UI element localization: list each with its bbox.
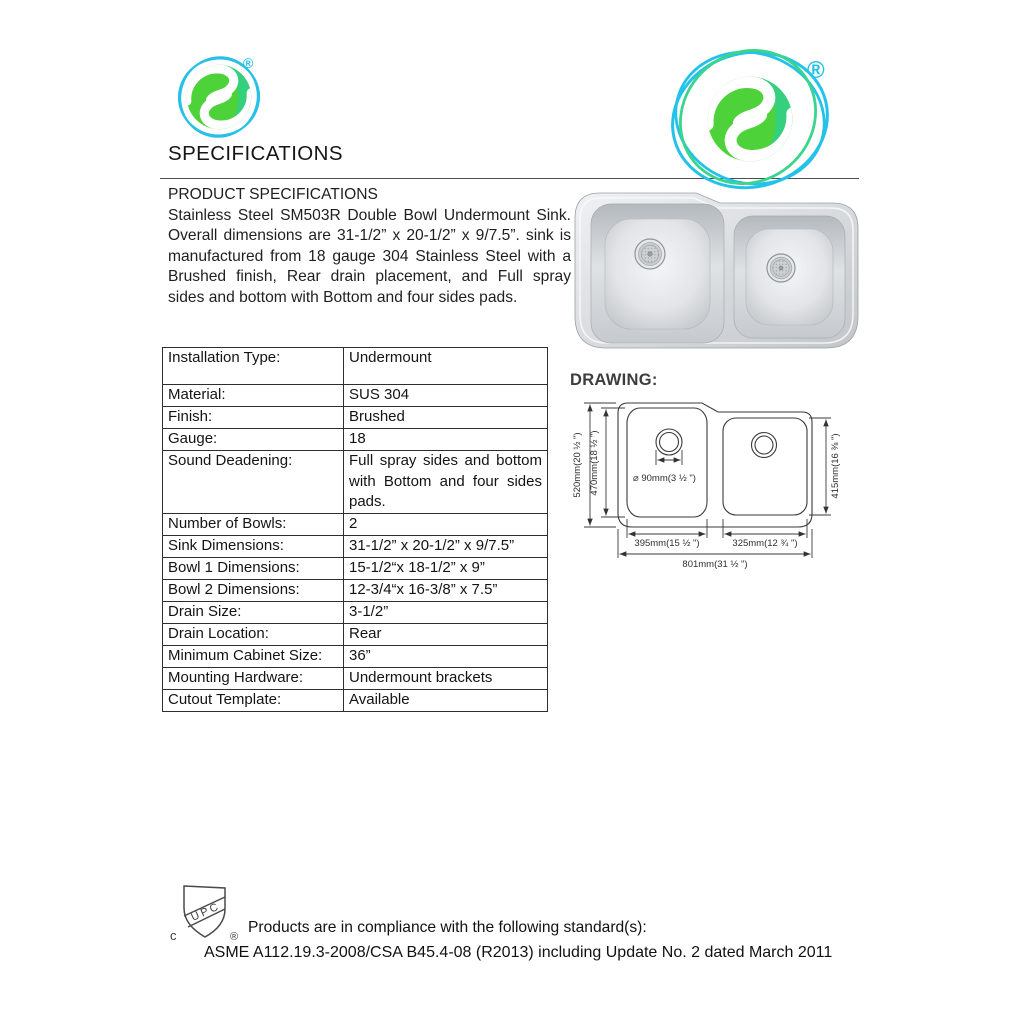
compliance-line2: ASME A112.19.3-2008/CSA B45.4-08 (R2013) including Update No. 2 dated March 2011 [204,944,833,961]
table-row [163,407,548,429]
spec-label: Minimum Cabinet Size: [163,645,344,667]
spec-label: Gauge: [163,429,344,451]
table-row [163,557,548,579]
spec-value: 36” [344,645,548,667]
upc-c-mark: c [170,928,177,943]
brand-logo-s-ball [708,77,793,162]
table-row [163,601,548,623]
spec-label: Sink Dimensions: [163,535,344,557]
spec-label: Bowl 1 Dimensions: [163,557,344,579]
product-section-title: PRODUCT SPECIFICATIONS [168,186,378,203]
spec-value: 18 [344,429,548,451]
spec-label: Sound Deadening: [163,451,344,514]
spec-value: 2 [344,513,548,535]
spec-value: Rear [344,623,548,645]
spec-value: Undermount [344,348,548,385]
spec-value: 31-1/2” x 20-1/2” x 9/7.5” [344,535,548,557]
spec-value: 15-1/2“x 18-1/2” x 9” [344,557,548,579]
product-photo-sink [570,186,862,352]
compliance-line1: Products are in compliance with the following standard(s): [248,919,647,936]
spec-value: Available [344,689,548,711]
spec-label: Drain Location: [163,623,344,645]
spec-label: Mounting Hardware: [163,667,344,689]
spec-label: Number of Bowls: [163,513,344,535]
spec-value: Full spray sides and bottom with Bottom and four sides pads. [344,451,548,514]
registered-trademark-large: ® [807,57,825,84]
brand-logo-s-ball [187,65,252,129]
page-title: SPECIFICATIONS [168,142,343,165]
spec-label: Installation Type: [163,348,344,385]
table-row [163,579,548,601]
table-row [163,429,548,451]
spec-table [162,347,548,712]
dim-bowl1-width: 395mm(15 ½ ") [634,538,700,549]
drain-right [767,254,795,282]
table-row [163,667,548,689]
table-row [163,645,548,667]
product-specifications-block [168,185,571,308]
spec-value: 3-1/2” [344,601,548,623]
dim-drain-diameter: ⌀ 90mm(3 ½ ") [633,473,696,484]
table-row [163,385,548,407]
spec-value: 12-3/4“x 16-3/8” x 7.5” [344,579,548,601]
drawing-bowl1 [627,408,707,517]
spec-label: Finish: [163,407,344,429]
registered-trademark-small: ® [243,55,254,71]
upc-shield-logo [168,876,248,944]
dim-bowl1-depth: 470mm(18 ½ ") [589,430,600,496]
table-row [163,689,548,711]
drain-left [635,239,665,269]
spec-value: Brushed [344,407,548,429]
table-row [163,451,548,514]
dim-bowl2-width: 325mm(12 ¾ ") [732,538,798,549]
spec-value: Undermount brackets [344,667,548,689]
spec-label: Cutout Template: [163,689,344,711]
product-description: Stainless Steel SM503R Double Bowl Undermount Sink. Overall dimensions are 31-1/2” x 20-1/2” x 9/7.5”. sink is manufactured from 18 gauge 304 Stainless Steel with a Brushed finish, Rear drain placement, and Full spray sides and bottom with Bottom and four sides pads. [168,206,571,306]
spec-label: Material: [163,385,344,407]
drawing-heading: DRAWING: [570,371,658,389]
spec-value: SUS 304 [344,385,548,407]
dim-bowl2-depth: 415mm(16 ⅜ ") [830,433,841,499]
dim-overall-width: 801mm(31 ½ ") [682,559,748,570]
drawing-sink-outline [618,403,812,527]
spec-label: Drain Size: [163,601,344,623]
brand-logo-small [160,40,280,146]
spec-label: Bowl 2 Dimensions: [163,579,344,601]
technical-drawing [560,386,870,588]
table-row [163,535,548,557]
table-row [163,513,548,535]
table-row [163,623,548,645]
table-row [163,348,548,385]
brand-logo-large [663,38,841,194]
dim-overall-depth: 520mm(20 ½ ") [572,432,583,498]
upc-shield-label: UPC [189,900,223,924]
upc-registered-mark: ® [230,931,239,943]
